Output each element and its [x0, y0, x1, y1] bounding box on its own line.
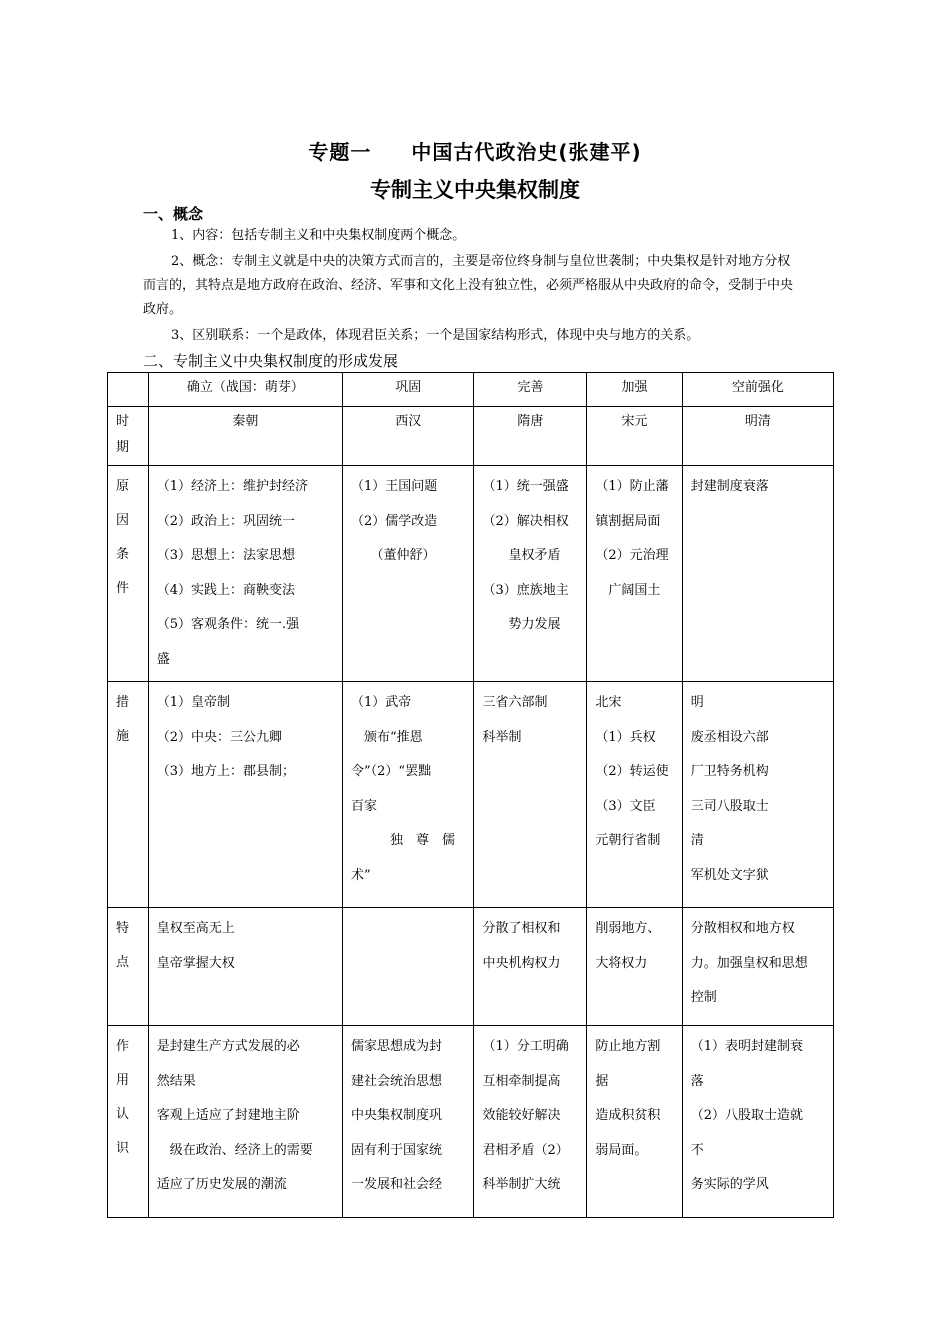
cell-line: （1）统一强盛: [482, 479, 569, 494]
table-cell: [148, 466, 342, 682]
row-label: [108, 1026, 149, 1218]
cell-line: （1）皇帝制: [156, 695, 230, 710]
cell-line: 皇帝掌握大权: [156, 955, 235, 971]
period-cell: 隋唐: [474, 407, 587, 466]
title-subject: 中国古代政治史(张建平): [411, 140, 642, 164]
cell-line: （2）解决相权: [482, 513, 569, 529]
cell-line: 级在政治、经济上的需要: [156, 1142, 313, 1158]
table-cell: [343, 466, 474, 682]
row-label-line: 原因: [116, 479, 130, 528]
cell-line: 建社会统治思想: [351, 1073, 443, 1089]
cell-line: 盛: [156, 651, 170, 667]
row-label-line: 认识: [116, 1107, 130, 1156]
row-label-line: 条件: [116, 547, 130, 596]
cell-line: 适应了历史发展的潮流: [156, 1177, 287, 1192]
row-label: [108, 682, 149, 908]
row-label-line: 措施: [116, 695, 130, 744]
stage-header: 巩固: [343, 373, 474, 407]
cell-line: 废丞相设六部: [690, 729, 769, 745]
row-features: [108, 908, 834, 1026]
cell-line: 皇权至高无上: [156, 921, 235, 936]
table-cell: [682, 466, 833, 682]
cell-line: 防止地方割: [595, 1039, 661, 1054]
table-cell: [474, 908, 587, 1026]
table-header-row: [108, 373, 834, 407]
cell-line: 分散了相权和: [482, 921, 561, 936]
table-cell: [474, 1026, 587, 1218]
section-heading-concepts: 一、概念: [143, 205, 204, 223]
cell-line: （1）表明封建制衰: [690, 1039, 803, 1054]
cell-line: （4）实践上：商鞅变法: [156, 582, 295, 598]
cell-line: （5）客观条件：统一.强: [156, 617, 300, 632]
paragraph-concept: 2、概念：专制主义就是中央的决策方式而言的，主要是帝位终身制与皇位世袭制；中央集权是针对地方分权而言的，其特点是地方政府在政治、经济、军事和文化上没有独立性，必须严格服从中央政府的命令，受制于中央政府。: [143, 254, 794, 317]
row-label: [108, 466, 149, 682]
cell-line: 北宋: [595, 695, 622, 710]
table-cell: [474, 682, 587, 908]
cell-line: 中央集权制度巩: [351, 1108, 443, 1123]
cell-line: 独 尊 儒: [351, 833, 456, 848]
cell-line: 务实际的学风: [690, 1177, 769, 1192]
cell-line: （1）王国问题: [351, 479, 438, 494]
cell-line: （董仲舒）: [351, 548, 436, 563]
cell-line: （2）政治上：巩固统一: [156, 513, 295, 529]
cell-line: 清: [690, 833, 704, 848]
cell-line: （3）地方上：郡县制；: [156, 764, 295, 779]
cell-line: 控制: [690, 990, 717, 1005]
cell-line: 据: [595, 1073, 609, 1089]
paragraph-content: 1、内容：包括专制主义和中央集权制度两个概念。: [171, 228, 466, 243]
cell-line: （2）八股取士造就: [690, 1108, 803, 1123]
row-label-line: 作 用: [116, 1039, 134, 1088]
paragraph-relation: 3、区别联系：一个是政体，体现君臣关系；一个是国家结构形式，体现中央与地方的关系。: [171, 328, 700, 343]
table-cell: [343, 682, 474, 908]
table-body: [108, 466, 834, 1218]
cell-line: （1）武帝: [351, 695, 412, 710]
row-effects: [108, 1026, 834, 1218]
table-cell: [343, 1026, 474, 1218]
stage-header: 空前强化: [682, 373, 833, 407]
title-topic: 专题一: [308, 140, 372, 164]
cell-line: （1）分工明确: [482, 1039, 569, 1054]
cell-line: 弱局面。: [595, 1142, 648, 1158]
stage-header: 加强: [587, 373, 682, 407]
period-cell: 西汉: [343, 407, 474, 466]
cell-line: 科举制扩大统: [482, 1177, 561, 1192]
cell-line: （1）防止藩: [595, 479, 669, 494]
cell-line: 势力发展: [482, 617, 561, 632]
table-cell: [343, 908, 474, 1026]
table-cell: [587, 682, 682, 908]
cell-line: 一发展和社会经: [351, 1177, 443, 1192]
cell-line: 不: [690, 1142, 704, 1158]
cell-line: 皇权矛盾: [482, 548, 561, 563]
cell-line: 造成积贫积: [595, 1108, 661, 1123]
cell-line: （1）经济上：维护封经济: [156, 479, 308, 494]
cell-line: 术”: [351, 867, 371, 883]
cell-line: 中央机构权力: [482, 955, 561, 971]
table-cell: [682, 1026, 833, 1218]
cell-line: 颁布“推恩: [351, 729, 423, 745]
cell-line: 百家: [351, 798, 378, 814]
period-cell: 秦朝: [148, 407, 342, 466]
cell-line: （2）中央：三公九卿: [156, 729, 282, 745]
cell-line: 元朝行省制: [595, 833, 661, 848]
table-cell: [148, 1026, 342, 1218]
cell-line: 明: [690, 695, 704, 710]
cell-line: 然结果: [156, 1073, 196, 1089]
cell-line: 大将权力: [595, 955, 648, 971]
cell-line: （3）文臣: [595, 798, 656, 814]
table-corner-cell: [108, 373, 149, 407]
row-label-line: 特点: [116, 921, 130, 970]
cell-line: 封建制度衰落: [690, 479, 769, 494]
cell-line: 效能较好解决: [482, 1108, 561, 1123]
table-cell: [148, 908, 342, 1026]
cell-line: 削弱地方、: [595, 921, 661, 936]
row-label: [108, 908, 149, 1026]
row-measures: [108, 682, 834, 908]
cell-line: 君相矛盾（2）: [482, 1142, 569, 1158]
cell-line: 是封建生产方式发展的必: [156, 1039, 300, 1054]
cell-line: 三司八股取士: [690, 798, 769, 814]
row-reasons: [108, 466, 834, 682]
table-cell: [474, 466, 587, 682]
section-heading-development: 二、专制主义中央集权制度的形成发展: [143, 352, 399, 370]
table-cell: [587, 1026, 682, 1218]
cell-line: （3）庶族地主: [482, 582, 569, 598]
development-table: [107, 372, 834, 1218]
stage-header: 确立（战国：萌芽）: [148, 373, 342, 407]
cell-line: 军机处文字狱: [690, 867, 769, 883]
document-title: [0, 136, 950, 165]
cell-line: （2）转运使: [595, 764, 669, 779]
cell-line: 厂卫特务机构: [690, 764, 769, 779]
table-cell: [148, 682, 342, 908]
table-cell: [682, 908, 833, 1026]
stage-header: 完善: [474, 373, 587, 407]
period-cell: 明清: [682, 407, 833, 466]
cell-line: 固有利于国家统: [351, 1142, 443, 1158]
period-cell: 宋元: [587, 407, 682, 466]
cell-line: 落: [690, 1073, 704, 1089]
cell-line: 互相牵制提高: [482, 1073, 561, 1089]
cell-line: （1）兵权: [595, 729, 656, 745]
table-cell: [587, 908, 682, 1026]
cell-line: （3）思想上：法家思想: [156, 548, 295, 563]
document-subtitle: 专制主义中央集权制度: [370, 178, 580, 202]
cell-line: 科举制: [482, 729, 522, 745]
cell-line: 令”（2）“罢黜: [351, 764, 432, 779]
cell-line: 儒家思想成为封: [351, 1039, 443, 1054]
cell-line: 广阔国土: [595, 582, 661, 598]
cell-line: 三省六部制: [482, 695, 548, 710]
table-cell: [682, 682, 833, 908]
cell-line: 客观上适应了封建地主阶: [156, 1108, 300, 1123]
cell-line: 镇割据局面: [595, 513, 661, 529]
cell-line: （2）儒学改造: [351, 513, 438, 529]
table-cell: [587, 466, 682, 682]
table-period-row: [108, 407, 834, 466]
period-label: 时期: [108, 407, 149, 466]
cell-line: 分散相权和地方权: [690, 921, 795, 936]
cell-line: 力。加强皇权和思想: [690, 955, 808, 971]
cell-line: （2）元治理: [595, 548, 669, 563]
